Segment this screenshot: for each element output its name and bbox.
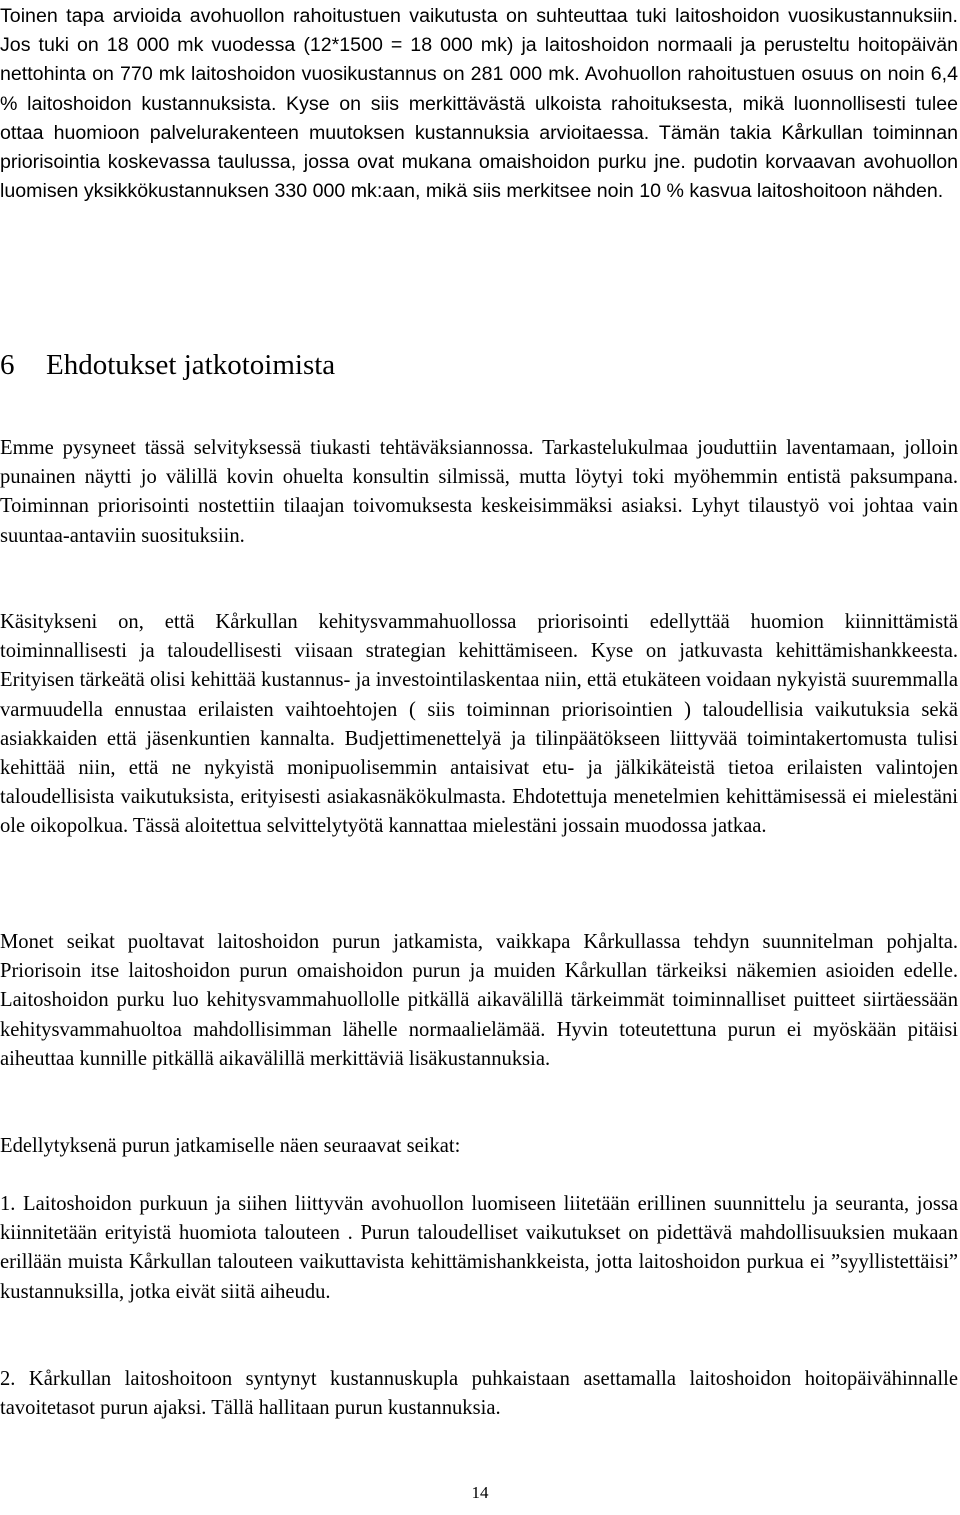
section-title: Ehdotukset jatkotoimista	[46, 349, 336, 381]
paragraph-assignment-scope: Emme pysyneet tässä selvityksessä tiukasti tehtäväksiannossa. Tarkastelukulmaa jouduttiin laventamaan, jolloin punainen näytti jo välillä kovin ohuelta konsultin silmissä, mutta löytyi toki myöhemmin entistä paksumpana. Toiminnan priorisointi nostettiin tilaajan toivomuksesta keskeisimmäksi asiaksi. Lyhyt tilaustyö voi johtaa vain suuntaa-antaviin suosituksiin.	[0, 437, 958, 547]
paragraph-cost-comparison: Toinen tapa arvioida avohuollon rahoitustuen vaikutusta on suhteuttaa tuki laitoshoidon vuosikustannuksiin. Jos tuki on 18 000 mk vuodessa (12*1500 = 18 000 mk) ja laitoshoidon normaali ja perusteltu hoitopäivän nettohinta on 770 mk laitoshoidon vuosikustannus on 281 000 mk. Avohuollon rahoitustuen osuus on noin 6,4 % laitoshoidon kustannuksista. Kyse on siis merkittävästä ulkoista rahoituksesta, mikä luonnollisesti tulee ottaa huomioon palvelurakenteen muutoksen kustannuksia arvioitaessa. Tämän takia Kårkullan toiminnan priorisointia koskevassa taulussa, jossa ovat mukana omaishoidon purku jne. pudotin korvaavan avohuollon luomisen yksikkökustannuksen 330 000 mk:aan, mikä siis merkitsee noin 10 % kasvua laitoshoitoon nähden.	[0, 5, 958, 203]
list-item-condition-2: 2. Kårkullan laitoshoitoon syntynyt kustannuskupla puhkaistaan asettamalla laitoshoidon hoitopäivähinnalle tavoitetasot purun ajaksi. Tällä hallitaan purun kustannuksia.	[0, 1368, 958, 1420]
paragraph-prioritization-view: Käsitykseni on, että Kårkullan kehitysvammahuollossa priorisointi edellyttää huomion kiinnittämistä toiminnallisesti ja taloudellisesti viisaan strategian kehittämiseen. Kyse on jatkuvasta kehittämishankkeesta. Erityisen tärkeätä olisi kehittää kustannus- ja investointilaskentaa niin, että etukäteen voidaan nykyistä suuremmalla varmuudella ennustaa erilaisten vaihtoehtojen ( siis toiminnan priorisointien ) taloudellisia vaikutuksia sekä asiakkaiden että jäsenkuntien kannalta. Budjettimenettelyä ja tilinpäätökseen liittyvää toimintakertomusta tulisi kehittää niin, että ne nykyistä monipuolisemmin antaisivat etu- ja jälkikäteistä tietoa erilaisten valintojen taloudellisista vaikutuksista, erityisesti asiakasnäkökulmasta. Ehdotettuja menetelmien kehittämisessä ei mielestäni ole oikopolkua. Tässä aloitettua selvittelytyötä kannattaa mielestäni jossain muodossa jatkaa.	[0, 611, 958, 838]
section-number: 6	[0, 349, 15, 381]
page-number: 14	[471, 1483, 489, 1502]
section-heading	[0, 345, 335, 385]
paragraph-conditions-intro: Edellytyksenä purun jatkamiselle näen seuraavat seikat:	[0, 1135, 461, 1157]
paragraph-institution-dismantling: Monet seikat puoltavat laitoshoidon purun jatkamista, vaikkapa Kårkullassa tehdyn suunnitelman pohjalta. Priorisoin itse laitoshoidon purun omaishoidon purun ja muiden Kårkullan tärkeiksi näkemien asioiden edelle. Laitoshoidon purku luo kehitysvammahuollolle pitkällä aikavälillä tärkeimmät toiminnalliset puitteet siirtäessään kehitysvammahuoltoa mahdollisimman lähelle normaalielämää. Hyvin toteutettuna purun ei myöskään pitäisi aiheuttaa kunnille pitkällä aikavälillä merkittäviä lisäkustannuksia.	[0, 931, 958, 1070]
list-item-condition-1: 1. Laitoshoidon purkuun ja siihen liittyvän avohuollon luomiseen liitetään erillinen suunnittelu ja seuranta, jossa kiinnitetään erityistä huomiota talouteen . Purun taloudelliset vaikutukset on pidettävä mahdollisuuksien mukaan erillään muista Kårkullan talouteen vaikuttavista kehittämishankkeista, jotta laitoshoidon purkua ei ”syyllistettäisi” kustannuksilla, jotka eivät siitä aiheudu.	[0, 1193, 958, 1303]
